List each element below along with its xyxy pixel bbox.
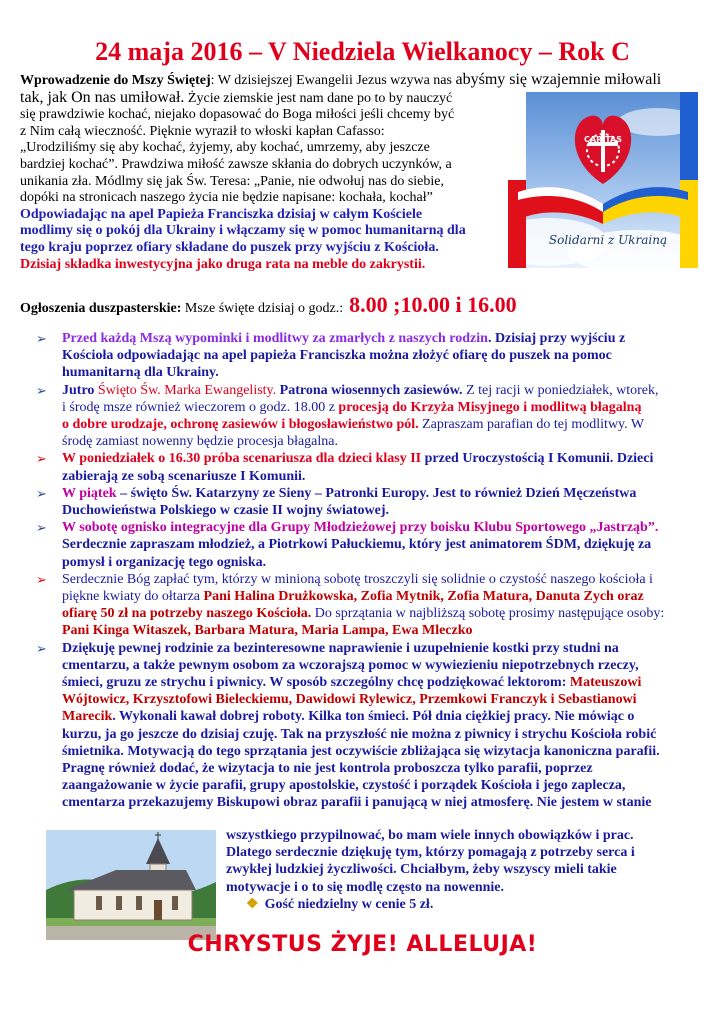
intro-appeal-2: modlimy się o pokój dla Ukrainy i włączamy się w pomoc humanitarną dla	[20, 223, 466, 239]
page-title: 24 maja 2016 – V Niedziela Wielkanocy – Rok C	[95, 37, 630, 66]
arrow-bullet-icon: ➢	[36, 520, 47, 536]
intro-line-4: z Nim całą wieczność. Pięknie wyraził to włoski kapłan Cafasso:	[20, 123, 385, 139]
item-text: Patrona wiosennych zasiewów.	[276, 382, 463, 398]
gosc-niedzielny-note	[246, 896, 433, 913]
item-text: Przed każdą Mszą wypominki i modlitwy za zmarłych z naszych rodzin	[62, 331, 488, 346]
arrow-bullet-icon: ➢	[36, 331, 47, 346]
item-text: zaangażowanie w życie parafii, grupy apostolskie, czystość i porządek Kościoła i jego zaplecza,	[62, 778, 626, 794]
list-item	[36, 519, 696, 571]
item-text: Pani Halina Drużkowska, Zofia Mytnik, Zofia Matura, Danuta Zych oraz	[203, 589, 644, 605]
intro-appeal-3: tego kraju poprzez ofiary składane do puszek przy wyjściu z Kościoła.	[20, 239, 439, 255]
item-text: ofiarę 50 zł na potrzeby naszego Kościoła.	[62, 606, 312, 622]
item-text: pomysł i organizację tego ogniska.	[62, 554, 267, 570]
list-item	[36, 485, 696, 519]
intro-label: Wprowadzenie do Mszy Świętej	[20, 73, 211, 88]
item-text: cmentarza przekazujemy Biskupowi obraz parafii i panującą w niej atmosferę. Nie jestem w stanie	[62, 795, 652, 811]
church-photo	[46, 830, 216, 940]
item-text: humanitarną dla Ukrainy.	[62, 365, 219, 381]
list-item	[36, 571, 696, 640]
arrow-bullet-icon: ➢	[36, 640, 47, 656]
intro-appeal-1: Odpowiadając na apel Papieża Franciszka dzisiaj w całym Kościele	[20, 206, 423, 222]
item-text: kurzu, ja go jeszcze do dzisiaj czuję. Tak na przyszłość nie można z piwnicy i strychu Kościoła robić	[62, 726, 657, 742]
arrow-bullet-icon: ➢	[36, 485, 47, 501]
diamond-bullet-icon: ❖	[246, 897, 259, 912]
list-item	[36, 450, 696, 484]
arrow-bullet-icon: ➢	[36, 451, 47, 467]
item-text: przed Uroczystością I Komunii. Dzieci	[421, 451, 654, 467]
intro-line-1	[20, 72, 700, 90]
closing-line: zwykłej ludzkiej życzliwości. Chciałbym, żeby wszyscy mieli takie	[226, 862, 617, 878]
arrow-bullet-icon: ➢	[36, 382, 47, 398]
closing-line: motywacje i o to się modlę często na nowennie.	[226, 879, 505, 895]
item-text: procesją do Krzyża Misyjnego i modlitwą błagalną	[338, 399, 642, 415]
item-text: Serdecznie Bóg zapłać tym, którzy w minioną sobotę troszczyli się solidnie o czystość naszego kościoła i	[62, 571, 653, 587]
item-text: W poniedziałek o 16.30 próba scenariusza dla dzieci klasy II	[62, 451, 422, 467]
intro-text: Życie ziemskie jest nam dane po to by nauczyć	[184, 90, 453, 106]
intro-collection: Dzisiaj składka inwestycyjna jako druga rata na meble do zakrystii.	[20, 256, 426, 272]
item-text: Zapraszam parafian do tej modlitwy. W	[418, 417, 645, 433]
item-text: Mateuszowi	[569, 675, 642, 691]
announcements-list	[36, 330, 696, 812]
item-text: śmietnika. Motywacją do tego sprzątania jest oczywiście zbliżająca się wizytacja kanoniczna parafii.	[62, 743, 660, 759]
intro-line-2	[20, 90, 490, 108]
intro-text-big: abyśmy się wzajemnie miłowali	[455, 71, 662, 88]
item-text: . Wykonali kawał dobrej roboty. Kilka ton śmieci. Pół dnia ciężkiej pracy. Nie mówiąc o	[112, 709, 635, 725]
item-text: Święto Św. Marka Ewangelisty.	[97, 382, 277, 398]
closing-paragraph	[226, 827, 666, 896]
item-text: środę zamiast nowenny będzie procesja błagalna.	[62, 434, 339, 450]
arrow-bullet-icon: ➢	[36, 571, 47, 587]
item-text: Dziękuję pewnej rodzinie za bezinteresowne naprawienie i uzupełnienie kostki przy studni na	[62, 640, 619, 656]
list-item	[36, 382, 696, 451]
footer-slogan: CHRYSTUS ŻYJE! ALLELUJA!	[187, 932, 538, 957]
list-item	[36, 640, 696, 812]
item-text: śmieci, gruzu ze strychu i piwnicy. W sposób szczególny chcę podziękować lektorom:	[62, 675, 570, 691]
item-text: W piątek	[62, 485, 117, 501]
intro-text: : W dzisiejszej Ewangelii Jezus wzywa nas	[210, 73, 456, 88]
item-text: Kościoła odpowiadając na apel papieża Franciszka można złożyć ofiarę do puszek na pomoc	[62, 348, 612, 364]
item-text: zabierają ze sobą scenariusze I Komunii.	[62, 468, 306, 484]
intro-text-big: tak, jak On nas umiłował.	[20, 88, 185, 106]
item-text: Jutro	[62, 382, 98, 398]
polish-flag-white	[508, 92, 526, 180]
closing-line: Dlatego serdecznie dziękuję tym, którzy pomagają z potrzeby serca i	[226, 845, 635, 861]
intro-line-5: „Urodziliśmy się aby kochać, żyjemy, aby kochać, umrzemy, aby jeszcze	[20, 140, 430, 156]
intro-line-3: się prawdziwie kochać, niejako dopasować do Boga miłości jeśli chcemy być	[20, 107, 455, 123]
item-text: cmentarzu, a także pewnym osobom za wczorajszą pomoc w wywiezieniu niepotrzebnych rzeczy,	[62, 657, 639, 673]
announcements-label: Ogłoszenia duszpasterskie:	[20, 301, 182, 316]
mass-hours: 8.00 ;10.00 i 16.00	[349, 292, 517, 317]
item-text: W sobotę ognisko integracyjne dla Grupy Młodzieżowej przy boisku Klubu Sportowego „Jastrząb”.	[62, 520, 659, 536]
item-text: Do sprzątania w najbliższą sobotę prosimy następujące osoby:	[311, 606, 665, 622]
announcements-header	[20, 292, 517, 318]
item-text: Z tej racji w poniedziałek, wtorek,	[462, 382, 659, 398]
caritas-caption: Solidarni z Ukrainą	[548, 233, 668, 247]
item-text: Wójtowicz, Krzysztofowi Bieleckiemu, Dawidowi Rylewicz, Przemkowi Franczyk i Sebastianowi	[62, 692, 637, 708]
closing-line: wszystkiego przypilnować, bo mam wiele innych obowiązków i prac.	[226, 828, 634, 843]
caritas-badge-text: CARITAS	[584, 135, 622, 144]
ukraine-flag-blue	[680, 92, 698, 180]
item-text: Pani Kinga Witaszek, Barbara Matura, Maria Lampa, Ewa Mleczko	[62, 623, 473, 639]
item-text: i środę msze również wieczorem o godz. 18.00 z	[62, 399, 339, 415]
gosc-text: Gość niedzielny w cenie 5 zł.	[264, 897, 434, 912]
item-text: Pragnę również dodać, że wizytacja to nie jest kontrola proboszcza tylko parafii, poprzez	[62, 761, 593, 777]
item-text: Marecik	[62, 709, 113, 725]
item-text: . Dzisiaj przy wyjściu z	[487, 331, 626, 346]
item-text: Serdecznie zapraszam młodzież, a Piotrkowi Pałuckiemu, który jest animatorem ŚDM, dziękuję za	[62, 537, 652, 553]
caritas-ukraine-image	[508, 92, 698, 268]
item-text: o dobre urodzaje, ochronę zasiewów i błogosławieństwo pól.	[62, 417, 419, 433]
announcements-text: Msze święte dzisiaj o godz.:	[181, 301, 344, 316]
intro-line-8: dopóki na stronicach naszego życia nie będzie napisane: kochała, kochał”	[20, 190, 433, 206]
list-item	[36, 330, 696, 382]
intro-line-7: unikania zła. Módlmy się jak Św. Teresa: „Panie, nie odwołuj nas do siebie,	[20, 173, 444, 189]
item-text: piękne kwiaty do ołtarza	[62, 589, 204, 605]
item-text: Duchowieństwa Polskiego w czasie II wojny światowej.	[62, 503, 390, 519]
item-text: – święto Św. Katarzyny ze Sieny – Patronki Europy. Jest to również Dzień Męczeństwa	[116, 485, 637, 501]
intro-line-6: bardziej kochać”. Prawdziwa miłość zawsze skłania do dobrych uczynków, a	[20, 156, 452, 172]
